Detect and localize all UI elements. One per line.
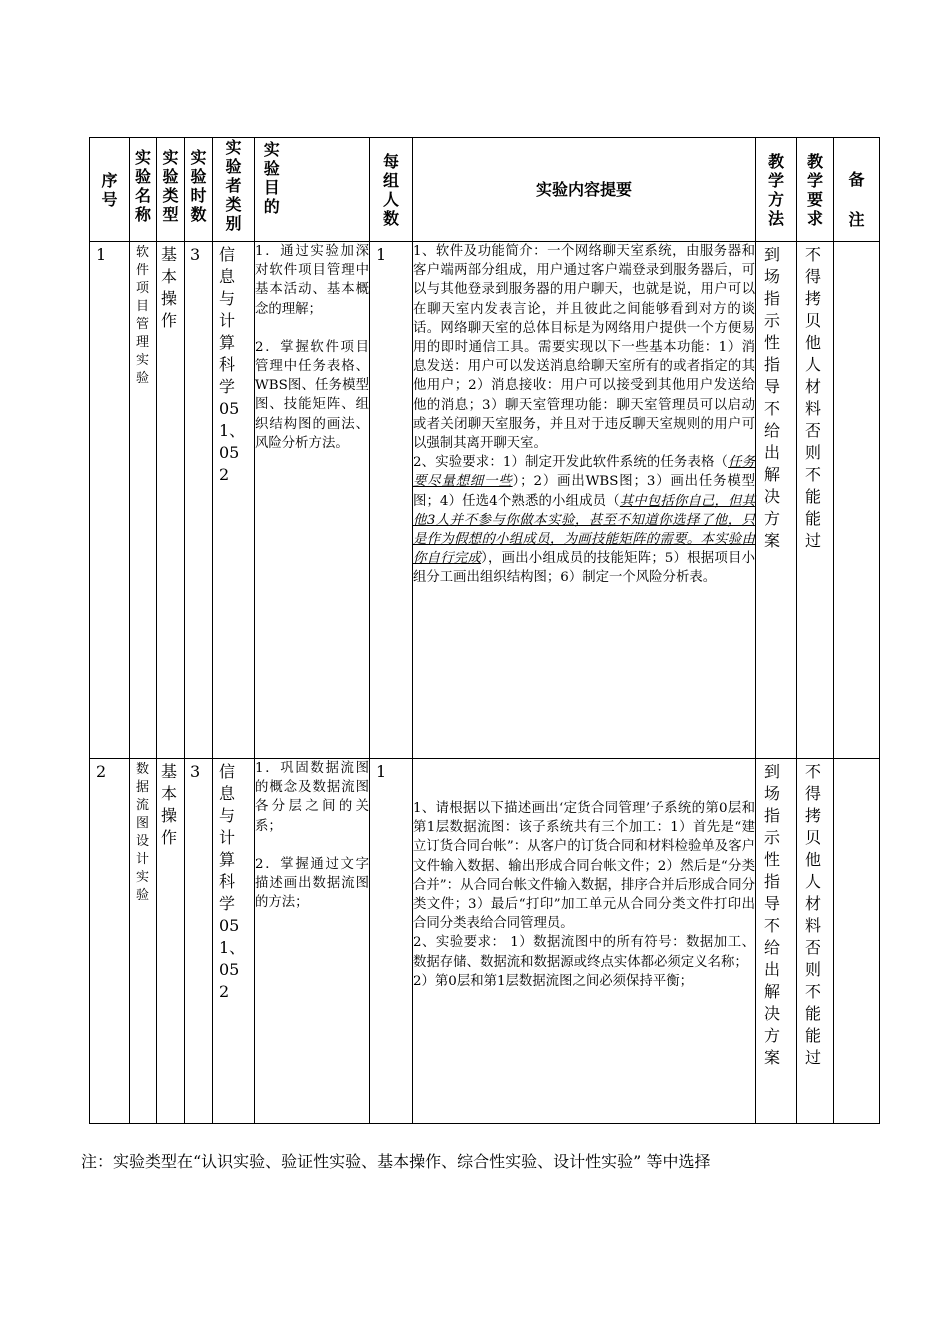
content-paragraph: 1、软件及功能简介：一个网络聊天室系统，由服务器和客户端两部分组成，用户通过客户端登录到服务器后，可以与其他登录到服务器的用户聊天，也就是说，用户可以在聊天室内发表言论，并且彼此之间能够看到对方的谈话。网络聊天室的总体目标是为网络用户提供一个方便易用的即时通信工具。需要实现以下一些基本功能：1）消息发送：用户可以发送消息给聊天室所有的或者指定的其他用户；2）消息接收：用户可以接受到其他用户发送给他的消息；3）聊天室管理功能：聊天室管理员可以启动或者关闭聊天室服务，并且对于违反聊天室规则的用户可以强制其离开聊天室。 [413,244,755,452]
table-row [90,759,880,1124]
row-category: 信息与计算科学051、052 [213,242,255,759]
row-remark [834,242,880,759]
table-row [90,242,880,759]
row-category: 信息与计算科学051、052 [213,759,255,1124]
experiment-table [89,137,880,1124]
header-requirement: 教学要求 [797,138,834,242]
row-remark [834,759,880,1124]
row-name: 数据流图设计实验 [130,759,157,1124]
header-seq: 序号 [90,138,130,242]
row-method: 到场指示性指导不给出解决方案 [756,242,797,759]
row-purpose [255,759,370,1124]
row-content [413,759,756,1124]
row-method: 到场指示性指导不给出解决方案 [756,759,797,1124]
header-purpose: 实验目的 [255,138,370,242]
header-type: 实验类型 [157,138,185,242]
row-per-group: 1 [370,759,413,1124]
underlined-note: 任务要尽量想细一些 [413,455,756,490]
underlined-note: 其中包括你自己，但其他3人并不参与你做本实验，甚至不知道你选择了他，只是作为假想的小组成员，为画技能矩阵的需要。本实验由你自行完成 [413,493,755,567]
row-requirement: 不得拷贝他人材料否则不能能过 [797,759,834,1124]
header-name: 实验名称 [130,138,157,242]
row-seq: 1 [90,242,130,759]
row-hours: 3 [185,242,213,759]
row-type: 基本操作 [157,759,185,1124]
row-seq: 2 [90,759,130,1124]
content-paragraph: 2、实验要求：1）制定开发此软件系统的任务表格（任务要尽量想细一些）；2）画出WBS图；3）画出任务模型图；4）任选4个熟悉的小组成员（其中包括你自己，但其他3人并不参与你做本实验，甚至不知道你选择了他，只是作为假想的小组成员，为画技能矩阵的需要。本实验由你自行完成），画出小组成员的技能矩阵；5）根据项目小组分工画出组织结构图；6）制定一个风险分析表。 [413,455,756,586]
header-row [90,138,880,242]
row-content [413,242,756,759]
header-remark: 备注 [834,138,880,242]
purpose-item: 2．掌握通过文字描述画出数据流图的方法； [255,856,369,911]
header-hours: 实验时数 [185,138,213,242]
purpose-item: 2．掌握软件项目管理中任务表格、WBS图、任务模型图、技能矩阵、组织结构图的画法、风险分析方法。 [255,339,369,451]
purpose-item: 1．巩固数据流图的概念及数据流图各分层之间的关系； [255,761,369,834]
content-paragraph: 2、实验要求： 1）数据流图中的所有符号：数据加工、数据存储、数据流和数据源或终点实体都必须定义名称； [413,935,755,970]
content-paragraph: 2）第0层和第1层数据流图之间必须保持平衡； [413,973,693,989]
row-per-group: 1 [370,242,413,759]
header-content: 实验内容提要 [413,138,756,242]
row-requirement: 不得拷贝他人材料否则不能能过 [797,242,834,759]
row-purpose [255,242,370,759]
content-paragraph: 1、请根据以下描述画出‘定货合同管理’子系统的第0层和第1层数据流图：该子系统共有三个加工：1）首先是“建立订货合同台帐”：从客户的订货合同和材料检验单及客户文件输入数据、输出形成合同台帐文件；2）然后是“分类合并”：从合同台帐文件输入数据，排序合并后形成合同分类文件；3）最后“打印”加工单元从合同分类文件打印出合同分类表给合同管理员。 [413,801,755,932]
row-name: 软件项目管理实验 [130,242,157,759]
header-category: 实验者类别 [213,138,255,242]
row-type: 基本操作 [157,242,185,759]
row-hours: 3 [185,759,213,1124]
purpose-item: 1．通过实验加深对软件项目管理中基本活动、基本概念的理解； [255,244,369,317]
header-method: 教学方法 [756,138,797,242]
header-per-group: 每组人数 [370,138,413,242]
footnote: 注：实验类型在“认识实验、验证性实验、基本操作、综合性实验、设计性实验” 等中选择 [81,1152,711,1171]
